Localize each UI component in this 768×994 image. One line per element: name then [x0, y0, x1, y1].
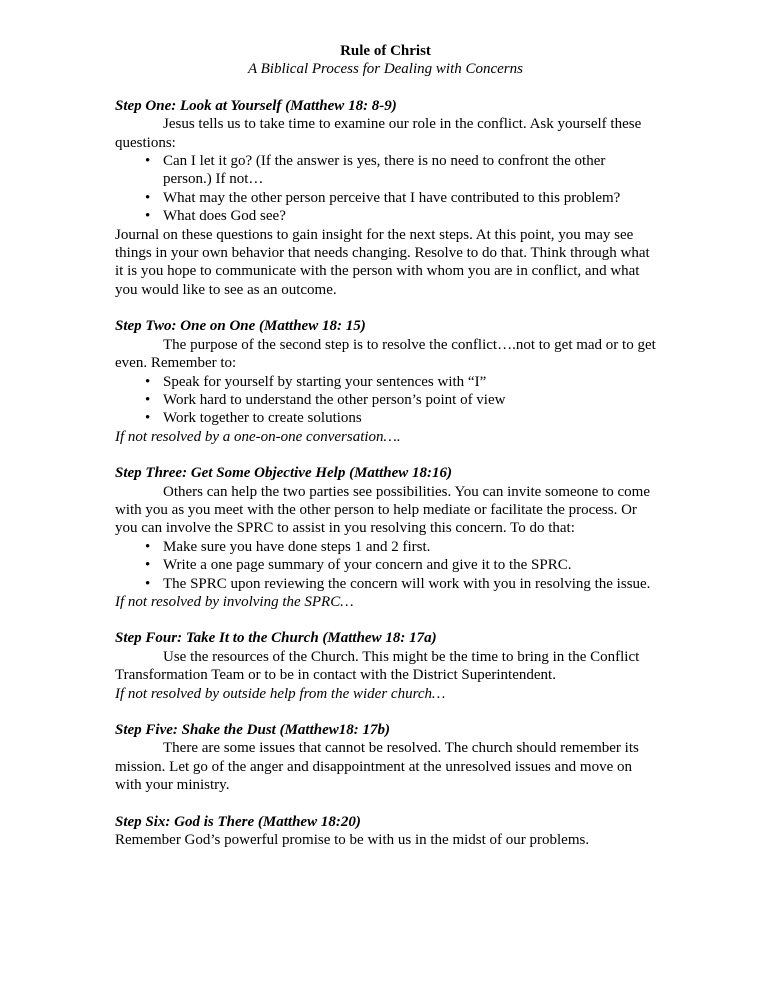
list-item-text: What may the other person perceive that I have contributed to this problem? [163, 189, 621, 206]
document-subtitle: A Biblical Process for Dealing with Concerns [248, 61, 523, 78]
step-six-section [115, 813, 656, 850]
list-item-text: Write a one page summary of your concern and give it to the SPRC. [163, 557, 572, 574]
list-item [145, 391, 656, 409]
list-item-text: Can I let it go? (If the answer is yes, there is no need to confront the other person.) If not… [163, 153, 606, 188]
list-item [145, 152, 656, 189]
step-intro: Use the resources of the Church. This might be the time to bring in the Conflict Transformation Team or to be in contact with the District Superintendent. [115, 648, 640, 684]
step-heading: Step Three: Get Some Objective Help (Matthew 18:16) [115, 465, 453, 482]
list-item [145, 189, 656, 207]
list-item [145, 409, 656, 427]
bullet-icon: • [145, 208, 151, 225]
bullet-icon: • [145, 153, 151, 170]
step-two-section [115, 317, 656, 446]
step-one-section [115, 97, 656, 299]
bullet-icon: • [145, 410, 151, 427]
step-heading: Step Six: God is There (Matthew 18:20) [115, 813, 361, 830]
step-after: Journal on these questions to gain insight for the next steps. At this point, you may see things in your own behavior that needs changing. Resolve to do that. Think through what it is you hope to communicate with the person with whom you are in conflict, and what you would like to see as an outcome. [115, 226, 650, 298]
list-item-text: Work hard to understand the other person’s point of view [163, 391, 506, 408]
step-intro: Remember God’s powerful promise to be with us in the midst of our problems. [115, 832, 590, 849]
bullet-list [115, 373, 656, 428]
bullet-list [115, 152, 656, 226]
list-item [145, 373, 656, 391]
bullet-icon: • [145, 575, 151, 592]
list-item-text: The SPRC upon reviewing the concern will work with you in resolving the issue. [163, 575, 651, 592]
list-item [145, 207, 656, 225]
bullet-icon: • [145, 557, 151, 574]
list-item-text: Speak for yourself by starting your sentences with “I” [163, 373, 487, 390]
bullet-list [115, 538, 656, 593]
step-heading: Step Four: Take It to the Church (Matthew 18: 17a) [115, 630, 437, 647]
step-intro: There are some issues that cannot be resolved. The church should remember its mission. Let go of the anger and disappointment at the unresolved issues and move on with your ministry. [115, 740, 639, 794]
bullet-icon: • [145, 391, 151, 408]
step-intro: Jesus tells us to take time to examine our role in the conflict. Ask yourself these questions: [115, 116, 642, 151]
step-transition: If not resolved by a one-on-one conversation…. [115, 428, 401, 445]
list-item-text: Work together to create solutions [163, 410, 362, 427]
list-item-text: What does God see? [163, 208, 286, 225]
document-title: Rule of Christ [340, 43, 431, 59]
list-item-text: Make sure you have done steps 1 and 2 first. [163, 538, 431, 555]
step-heading: Step Two: One on One (Matthew 18: 15) [115, 318, 366, 335]
bullet-icon: • [145, 538, 151, 555]
list-item [145, 538, 656, 556]
step-four-section [115, 629, 656, 703]
step-intro: Others can help the two parties see possibilities. You can invite someone to come with you as you meet with the other person to help mediate or facilitate the process. Or you can involve the SPRC to assist in you resolving this concern. To do that: [115, 483, 650, 537]
step-transition: If not resolved by outside help from the wider church… [115, 685, 446, 702]
step-three-section [115, 464, 656, 611]
step-transition: If not resolved by involving the SPRC… [115, 593, 354, 610]
list-item [145, 556, 656, 574]
bullet-icon: • [145, 373, 151, 390]
step-intro: The purpose of the second step is to resolve the conflict….not to get mad or to get even. Remember to: [115, 336, 656, 372]
step-heading: Step Five: Shake the Dust (Matthew18: 17b) [115, 722, 391, 738]
list-item [145, 575, 656, 593]
step-five-section [115, 721, 656, 795]
step-heading: Step One: Look at Yourself (Matthew 18: 8-9) [115, 97, 397, 114]
bullet-icon: • [145, 189, 151, 206]
